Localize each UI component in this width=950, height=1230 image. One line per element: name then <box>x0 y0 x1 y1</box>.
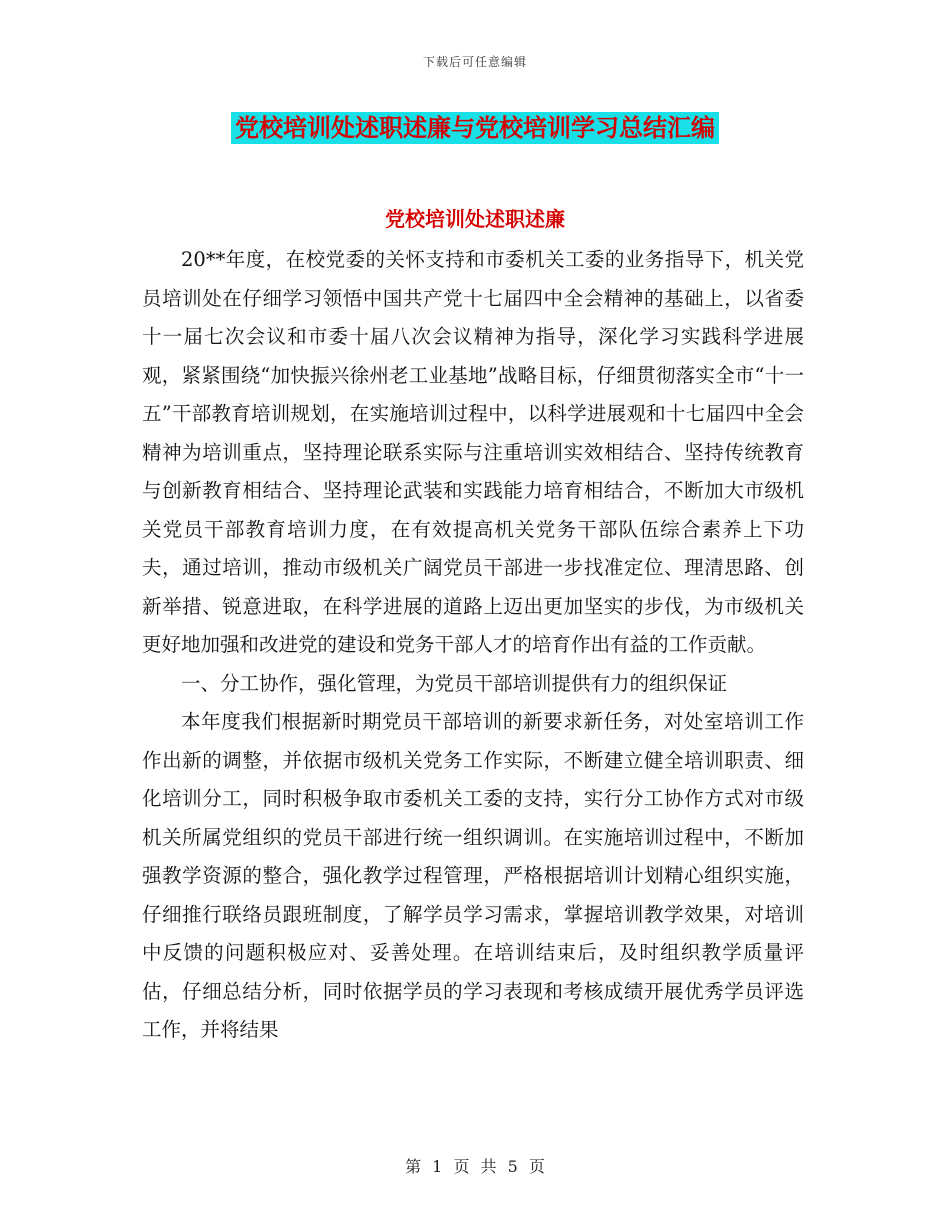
document-body <box>142 241 804 1050</box>
page-number: 第 1 页 共 5 页 <box>405 1157 545 1176</box>
paragraph: 本年度我们根据新时期党员干部培训的新要求新任务，对处室培训工作作出新的调整，并依据市级机关党务工作实际，不断建立健全培训职责、细化培训分工，同时积极争取市委机关工委的支持，实行分工协作方式对市级机关所属党组织的党员干部进行统一组织调训。在实施培训过程中，不断加强教学资源的整合，强化教学过程管理，严格根据培训计划精心组织实施，仔细推行联络员跟班制度，了解学员学习需求，掌握培训教学效果，对培训中反馈的问题积极应对、妥善处理。在培训结束后，及时组织教学质量评估，仔细总结分析，同时依据学员的学习表现和考核成绩开展优秀学员评选工作，并将结果 <box>142 710 804 1041</box>
main-title-container <box>0 112 950 144</box>
section-heading: 一、分工协作，强化管理，为党员干部培训提供有力的组织保证 <box>181 671 728 695</box>
document-title: 党校培训处述职述廉与党校培训学习总结汇编 <box>231 112 719 144</box>
section-title: 党校培训处述职述廉 <box>385 207 565 231</box>
paragraph: 20**年度，在校党委的关怀支持和市委机关工委的业务指导下，机关党员培训处在仔细学习领悟中国共产党十七届四中全会精神的基础上，以省委十一届七次会议和市委十届八次会议精神为指导，深化学习实践科学进展观，紧紧围绕“加快振兴徐州老工业基地”战略目标，仔细贯彻落实全市“十一五”干部教育培训规划，在实施培训过程中，以科学进展观和十七届四中全会精神为培训重点，坚持理论联系实际与注重培训实效相结合、坚持传统教育与创新教育相结合、坚持理论武装和实践能力培育相结合，不断加大市级机关党员干部教育培训力度，在有效提高机关党务干部队伍综合素养上下功夫，通过培训，推动市级机关广阔党员干部进一步找准定位、理清思路、创新举措、锐意进取，在科学进展的道路上迈出更加坚实的步伐，为市级机关更好地加强和改进党的建设和党务干部人才的培育作出有益的工作贡献。 <box>142 248 804 656</box>
header-note: 下载后可任意编辑 <box>422 55 527 69</box>
